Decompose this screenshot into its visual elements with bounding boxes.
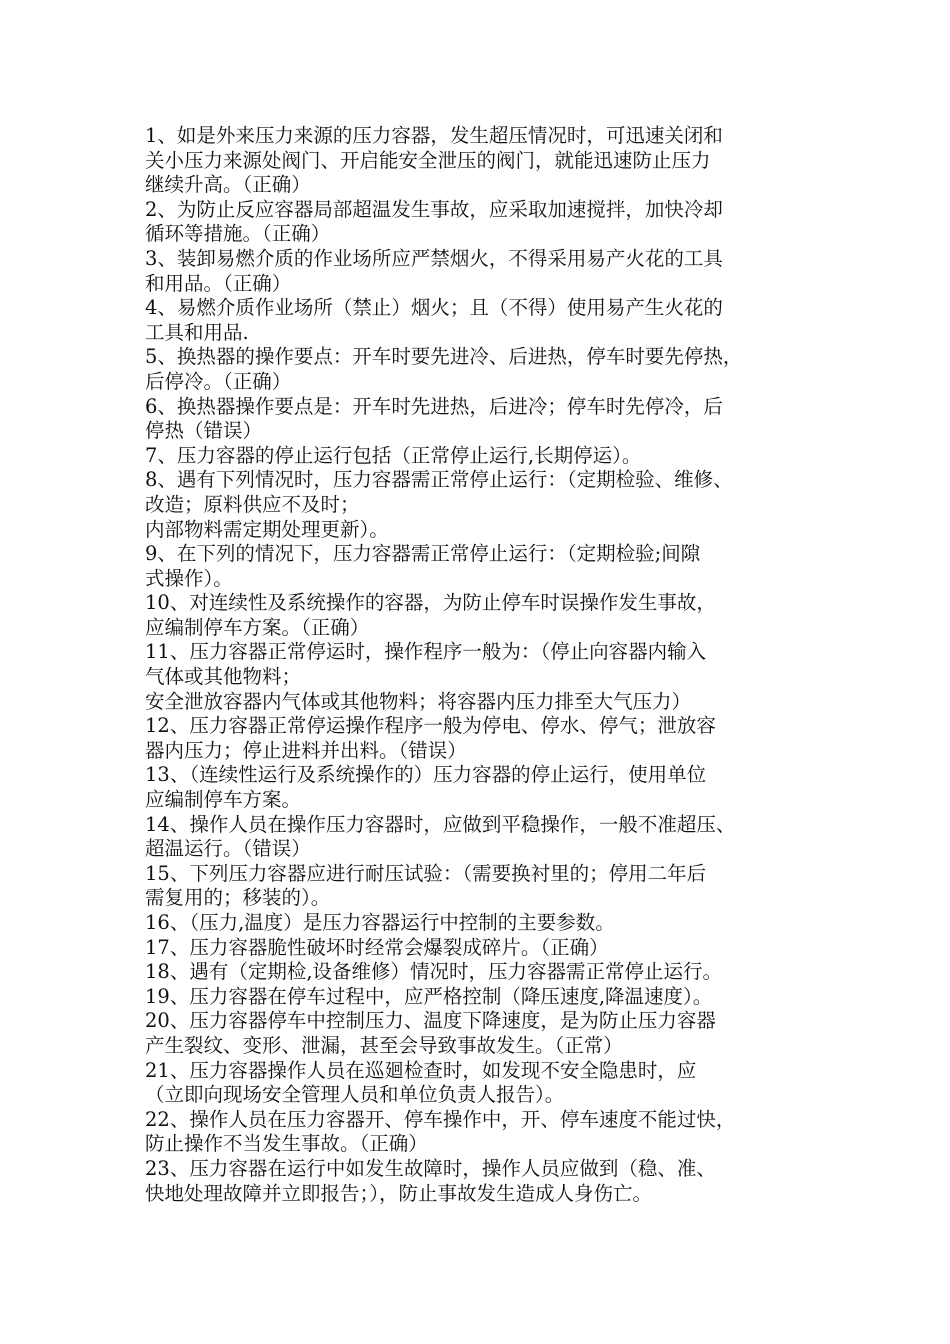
text-line: 21、压力容器操作人员在巡廻检查时，如发现不安全隐患时，应 xyxy=(145,1058,697,1082)
text-line: 循环等措施。（正确） xyxy=(145,222,331,246)
text-line: 防止操作不当发生事故。（正确） xyxy=(145,1132,428,1156)
text-line: 9、在下列的情况下，压力容器需正常停止运行：（定期检验;间隙 xyxy=(145,542,701,566)
text-line: 式操作）。 xyxy=(145,566,233,590)
text-line: 停热（错误） xyxy=(145,419,263,443)
text-line: 内部物料需定期处理更新）。 xyxy=(145,517,389,541)
text-line: 改造；原料供应不及时； xyxy=(145,492,360,516)
text-line: 1、如是外来压力来源的压力容器，发生超压情况时，可迅速关闭和 xyxy=(145,124,723,147)
text-line: 12、压力容器正常停运操作程序一般为停电、停水、停气；泄放容 xyxy=(145,714,716,738)
text-line: 20、压力容器停车中控制压力、温度下降速度，是为防止压力容器 xyxy=(145,1009,716,1033)
text-line: 19、压力容器在停车过程中，应严格控制（降压速度,降温速度）。 xyxy=(145,984,713,1008)
text-line: 后停冷。（正确） xyxy=(145,369,292,393)
text-line: 安全泄放容器内气体或其他物料；将容器内压力排至大气压力） xyxy=(145,689,692,713)
text-line: 15、下列压力容器应进行耐压试验：（需要换衬里的；停用二年后 xyxy=(145,861,707,885)
text-line: 23、压力容器在运行中如发生故障时，操作人员应做到（稳、准、 xyxy=(145,1156,716,1180)
text-line: 8、遇有下列情况时，压力容器需正常停止运行：（定期检验、维修、 xyxy=(145,468,733,492)
text-line: 气体或其他物料； xyxy=(145,665,302,689)
text-line: 超温运行。（错误） xyxy=(145,837,311,861)
text-line: 18、遇有（定期检,设备维修）情况时，压力容器需正常停止运行。 xyxy=(145,960,723,984)
text-line: 3、装卸易燃介质的作业场所应严禁烟火，不得采用易产火花的工具 xyxy=(145,246,723,270)
text-line: 快地处理故障并立即报告；），防止事故发生造成人身伤亡。 xyxy=(145,1181,653,1205)
document-body xyxy=(145,124,825,1206)
text-line: 13、（连续性运行及系统操作的）压力容器的停止运行，使用单位 xyxy=(145,763,707,787)
text-line: 6、换热器操作要点是：开车时先进热，后进冷；停车时先停冷，后 xyxy=(145,394,723,418)
text-line: 工具和用品. xyxy=(145,320,249,344)
text-line: 继续升高。（正确） xyxy=(145,173,311,197)
text-line: 14、操作人员在操作压力容器时，应做到平稳操作，一般不准超压、 xyxy=(145,812,736,836)
text-line: （立即向现场安全管理人员和单位负责人报告）。 xyxy=(145,1083,565,1107)
text-line: 2、为防止反应容器局部超温发生事故，应采取加速搅拌，加快冷却 xyxy=(145,197,723,221)
text-line: 11、压力容器正常停运时，操作程序一般为：（停止向容器内输入 xyxy=(145,640,707,664)
text-line: 16、（压力,温度）是压力容器运行中控制的主要参数。 xyxy=(145,911,615,934)
text-line: 和用品。（正确） xyxy=(145,271,292,295)
text-line: 7、压力容器的停止运行包括（正常停止运行,长期停运）。 xyxy=(145,443,642,467)
text-line: 17、压力容器脆性破坏时经常会爆裂成碎片。（正确） xyxy=(145,935,609,959)
text-line: 应编制停车方案。（正确） xyxy=(145,615,370,639)
text-line: 5、换热器的操作要点：开车时要先进冷、后进热，停车时要先停热， xyxy=(145,345,743,369)
text-line: 10、对连续性及系统操作的容器，为防止停车时误操作发生事故， xyxy=(145,591,716,615)
text-line: 关小压力来源处阀门、开启能安全泄压的阀门，就能迅速防止压力 xyxy=(145,148,711,172)
text-line: 4、易燃介质作业场所（禁止）烟火；且（不得）使用易产生火花的 xyxy=(145,296,723,320)
text-line: 器内压力；停止进料并出料。（错误） xyxy=(145,738,467,762)
text-line: 需复用的；移装的）。 xyxy=(145,886,331,910)
text-line: 22、操作人员在压力容器开、停车操作中，开、停车速度不能过快， xyxy=(145,1107,736,1131)
text-line: 产生裂纹、变形、泄漏，甚至会导致事故发生。（正常） xyxy=(145,1033,623,1057)
text-line: 应编制停车方案。 xyxy=(145,788,302,812)
